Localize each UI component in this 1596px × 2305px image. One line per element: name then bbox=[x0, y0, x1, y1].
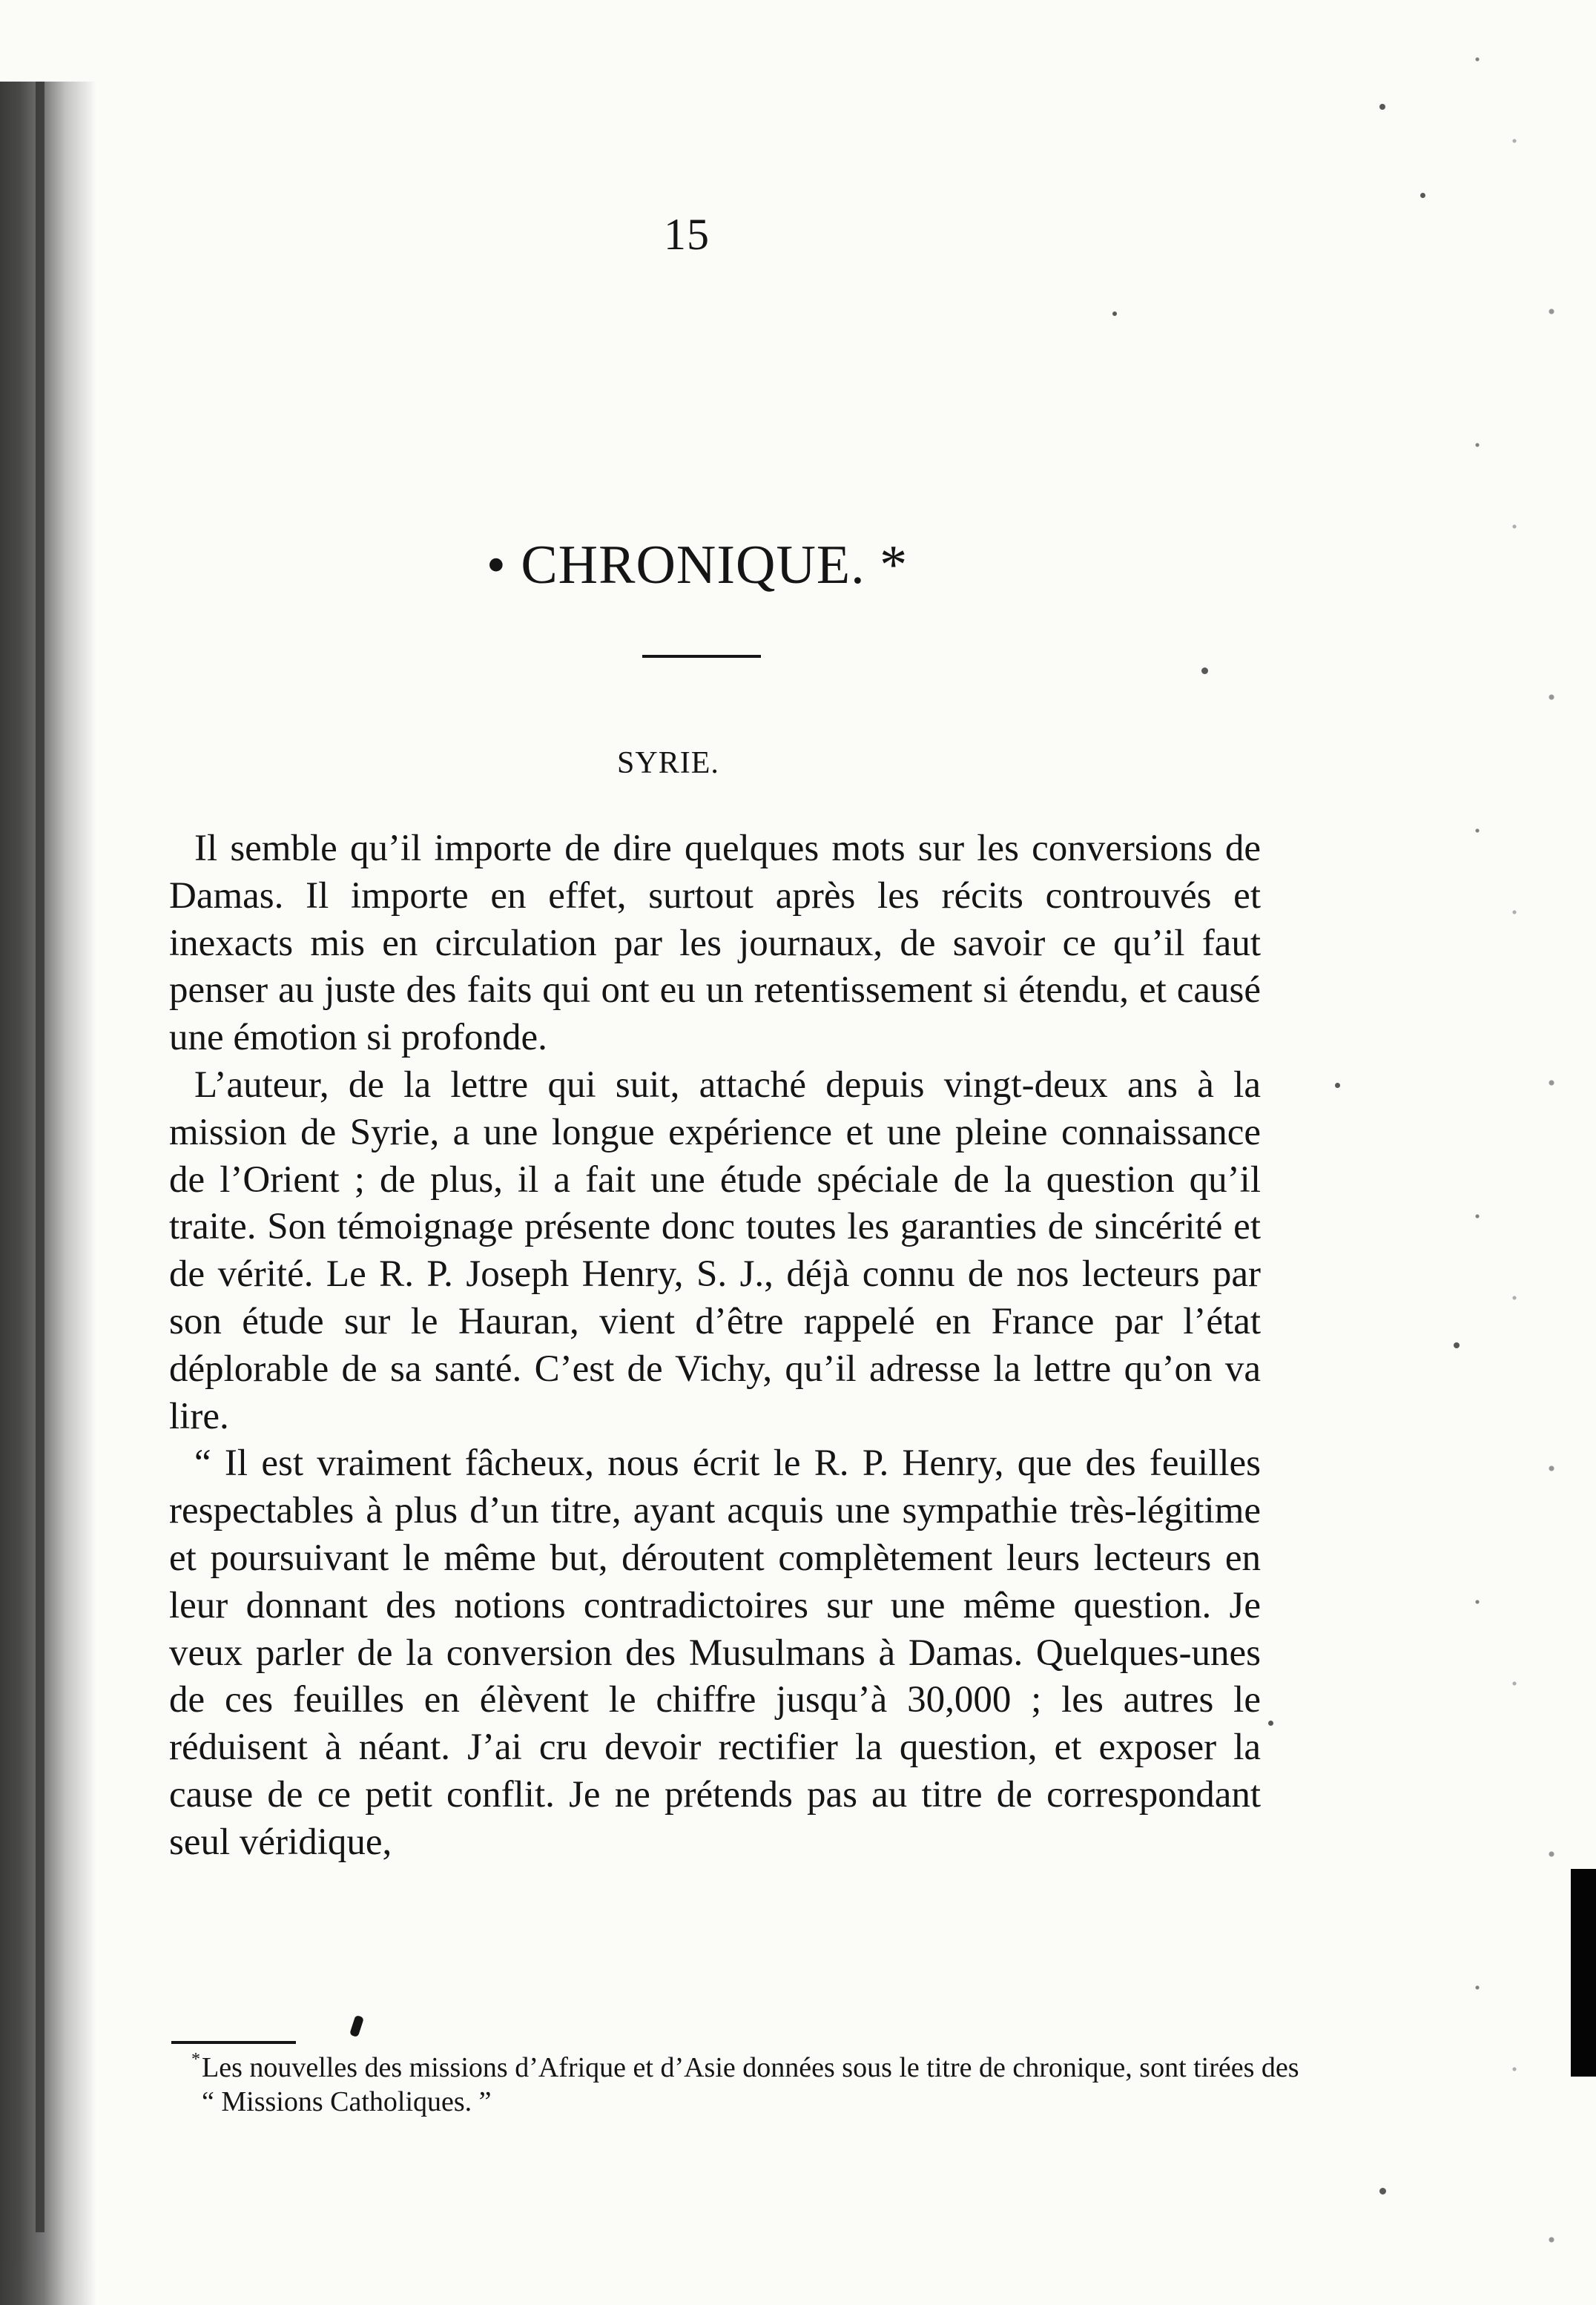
section-heading: SYRIE. bbox=[617, 746, 719, 780]
title-text: CHRONIQUE. bbox=[521, 535, 865, 596]
footnote-rule bbox=[171, 2041, 296, 2044]
title-rule bbox=[642, 655, 761, 658]
footnote-marker: * bbox=[191, 2050, 200, 2069]
chapter-title bbox=[456, 534, 938, 597]
footnote: Les nouvelles des missions d’Afrique et d’Asie données sous le titre de chronique, sont tirées des “ Missions Catholiques. ” bbox=[202, 2052, 1299, 2117]
scan-speck bbox=[1112, 311, 1117, 316]
paragraph-2: L’auteur, de la lettre qui suit, attaché depuis vingt-deux ans à la mission de Syrie, a une longue expérience et une pleine connaissance de l’Orient ; de plus, il a fait une étude spéciale de la question qu’il traite. Son témoignage présente donc toutes les garanties de sincérité et de vérité. Le R. P. Joseph Henry, S. J., déjà connu de nos lecteurs par son étude sur le Hauran, vient d’être rappelé en France par l’état déplorable de sa santé. C’est de Vichy, qu’il adresse la lettre qu’on va lire. bbox=[169, 1064, 1261, 1437]
title-bullet: • bbox=[486, 535, 507, 596]
page-number: 15 bbox=[664, 210, 710, 259]
page-edge-shadow bbox=[1571, 1869, 1596, 2077]
paragraph-1: Il semble qu’il importe de dire quelques mots sur les conversions de Damas. Il importe en effet, surtout après les récits controuvés et inexacts mis en circulation par les journaux, de savoir ce qu’il faut penser au juste des faits qui ont eu un retentissement si étendu, et causé une émotion si profonde. bbox=[169, 828, 1261, 1059]
scan-speck bbox=[1454, 1342, 1460, 1348]
scan-speck bbox=[1268, 1721, 1273, 1726]
ink-mark bbox=[349, 2015, 364, 2037]
book-binding-shadow bbox=[0, 82, 96, 2305]
scan-speck bbox=[1379, 104, 1385, 110]
scan-speck bbox=[1379, 2188, 1386, 2194]
paragraph-3: “ Il est vraiment fâcheux, nous écrit le R. P. Henry, que des feuilles respectables à plus d’un titre, ayant acquis une sympathie très-légitime et poursuivant le même but, déroutent complètement leurs lecteurs en leur donnant des notions contradictoires sur une même question. Je veux parler de la conversion des Musulmans à Damas. Quelques-unes de ces feuilles en élèvent le chiffre jusqu’à 30,000 ; les autres le réduisent à néant. J’ai cru devoir rectifier la question, et exposer la cause de ce petit conflit. Je ne prétends pas au titre de correspondant seul véridique, bbox=[169, 1442, 1261, 1863]
article-body bbox=[169, 825, 1261, 1867]
scan-speck bbox=[1335, 1083, 1340, 1088]
scan-speck bbox=[1420, 193, 1425, 198]
title-footnote-mark: * bbox=[880, 535, 909, 596]
scan-speck bbox=[1201, 667, 1208, 674]
